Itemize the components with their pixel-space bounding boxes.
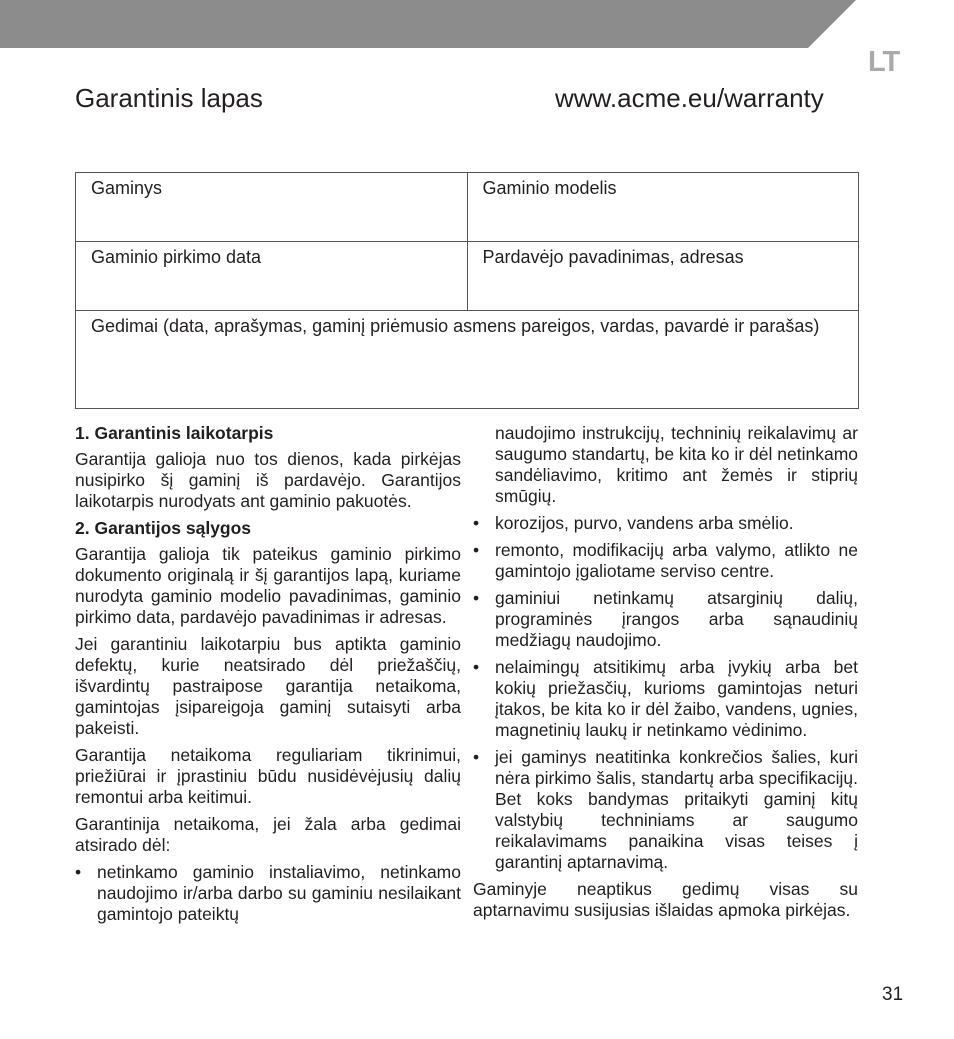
final-paragraph: Gaminyje neaptikus gedimų visas su aptarnavimu susijusias išlaidas apmoka pirkėjas. (473, 879, 858, 920)
section2-paragraph-2: Jei garantiniu laikotarpiu bus aptikta gaminio defektų, kurie neatsirado dėl priežaščių, išvardintų pastraipose garantija netaikoma, gamintojas įsipareigoja gaminį sutaisyti arba pakeisti. (75, 634, 461, 738)
list-item-continuation: naudojimo instrukcijų, techninių reikalavimų ar saugumo standartų, be kita ko ir dėl netinkamo sandėliavimo, kritimo ant žemės ir stiprių smūgių. (495, 423, 858, 506)
right-column (473, 423, 858, 927)
list-item (473, 588, 858, 651)
list-item-text: gaminiui netinkamų atsarginių dalių, programinės įrangos arba sąnaudinių medžiagų naudojimo. (495, 588, 858, 650)
warranty-form-table (75, 172, 859, 409)
defects-field[interactable]: Gedimai (data, aprašymas, gaminį priėmusio asmens pareigos, vardas, pavardė ir parašas) (76, 311, 859, 409)
section1-heading: 1. Garantinis laikotarpis (75, 423, 274, 443)
list-item (75, 862, 461, 925)
purchase-date-field[interactable]: Gaminio pirkimo data (76, 242, 468, 311)
seller-field[interactable]: Pardavėjo pavadinimas, adresas (467, 242, 859, 311)
list-item-text: korozijos, purvo, vandens arba smėlio. (495, 513, 794, 533)
bullet-icon: • (473, 540, 480, 560)
list-item (473, 513, 858, 534)
warranty-url: www.acme.eu/warranty (555, 83, 824, 113)
bullet-icon: • (473, 747, 480, 767)
bullet-icon: • (473, 588, 480, 608)
section2-paragraph-4: Garantinija netaikoma, jei žala arba gedimai atsirado dėl: (75, 814, 461, 855)
model-field[interactable]: Gaminio modelis (467, 173, 859, 242)
section2-heading: 2. Garantijos sąlygos (75, 518, 252, 538)
page-number: 31 (882, 984, 904, 1005)
list-item (473, 747, 858, 873)
section1-paragraph: Garantija galioja nuo tos dienos, kada pirkėjas nusipirko šį gaminį iš pardavėjo. Garantijos laikotarpis nurodyats ant gaminio pakuotės. (75, 449, 461, 511)
list-item-text: netinkamo gaminio instaliavimo, netinkamo naudojimo ir/arba darbo su gaminiu nesilaikant gamintojo pateiktų (97, 862, 461, 924)
page-title: Garantinis lapas (75, 83, 263, 113)
header-banner (0, 0, 954, 48)
bullet-icon: • (473, 657, 480, 677)
section2-paragraph-1: Garantija galioja tik pateikus gaminio pirkimo dokumento originalą ir šį garantijos lapą, kuriame nurodyta gaminio modelio pavadinimas, gaminio pirkimo data, pardavėjo pavadinimas ir adresas. (75, 544, 461, 627)
list-item-text: remonto, modifikacijų arba valymo, atlikto ne gamintojo įgaliotame serviso centre. (495, 540, 858, 581)
product-field[interactable]: Gaminys (76, 173, 468, 242)
list-item-text: nelaimingų atsitikimų arba įvykių arba bet kokių priežasčių, kurioms gamintojas neturi įtakos, be kita ko ir dėl žaibo, vandens, ugnies, magnetinių laukų ir netinkamo vėdinimo. (495, 657, 858, 740)
list-item (473, 657, 858, 741)
left-column (75, 423, 461, 931)
list-item (473, 540, 858, 582)
list-item-text: jei gaminys neatitinka konkrečios šalies, kuri nėra pirkimo šalis, standartų arba specifikacijų. Bet koks bandymas pritaikyti gaminį kitų valstybių techniniams ar saugumo reikalavimams panaikina visas teises į garantinį aptarnavimą. (495, 747, 858, 872)
section2-paragraph-3: Garantija netaikoma reguliariam tikrinimui, priežiūrai ir įprastiniu būdu nusidėvėjusių dalių remontui arba keitimui. (75, 745, 461, 807)
exclusions-list-continued (473, 513, 858, 873)
bullet-icon: • (75, 862, 82, 882)
bullet-icon: • (473, 513, 480, 533)
language-code: LT (868, 46, 900, 78)
exclusions-list (75, 862, 461, 925)
